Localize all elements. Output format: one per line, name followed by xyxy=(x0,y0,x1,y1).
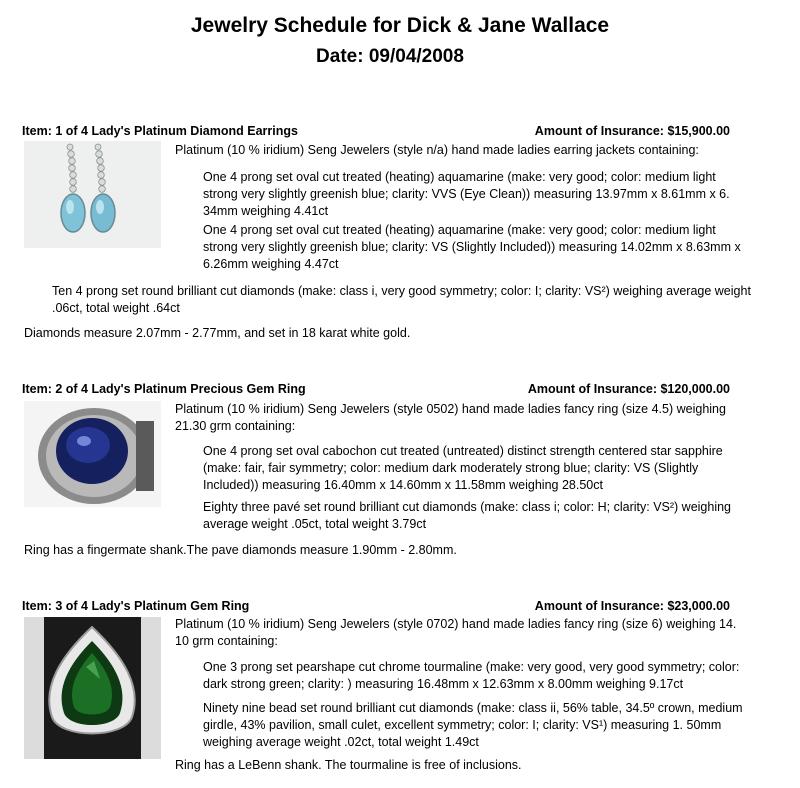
tourmaline-ring-photo xyxy=(24,617,161,759)
item-2-stone-1: One 4 prong set oval cabochon cut treated (untreated) distinct strength centered star sapphire (make: fair, fair symmetry; color: medium dark moderately strong blue; clarity: VS (Slightly Included)) measuring 16.40mm x 14.60mm x 11.58mm weighing 28.50ct xyxy=(203,444,723,492)
item-1-stone-1: One 4 prong set oval cut treated (heating) aquamarine (make: very good; color: medium light strong very slightly greenish blue; clarity: VVS (Eye Clean)) measuring 13.97mm x 8.61mm x 6. 34mm weighing 4.41ct xyxy=(203,170,730,218)
item-3-heading: Item: 3 of 4 Lady's Platinum Gem Ring xyxy=(22,599,250,613)
item-3-stone-2: Ninety nine bead set round brilliant cut diamonds (make: class ii, 56% table, 34.5º crown, medium girdle, 43% pavilion, small culet, excellent symmetry; color: I; clarity: VS¹) measuring 1. 50mm weighing average weight .02ct, total weight 1.49ct xyxy=(203,701,743,749)
item-1-intro: Platinum (10 % iridium) Seng Jewelers (style n/a) hand made ladies earring jackets containing: xyxy=(175,143,699,157)
item-1-note: Diamonds measure 2.07mm - 2.77mm, and set in 18 karat white gold. xyxy=(24,326,411,340)
sapphire-ring-photo xyxy=(24,401,161,507)
item-1-heading: Item: 1 of 4 Lady's Platinum Diamond Earrings xyxy=(22,124,298,138)
item-3-intro: Platinum (10 % iridium) Seng Jewelers (style 0702) hand made ladies fancy ring (size 6) weighing 14. 10 grm containing: xyxy=(175,617,737,648)
item-2-header xyxy=(22,382,730,396)
item-2-heading: Item: 2 of 4 Lady's Platinum Precious Gem Ring xyxy=(22,382,306,396)
item-3-header xyxy=(22,599,730,613)
item-1-diamonds: Ten 4 prong set round brilliant cut diamonds (make: class i, very good symmetry; color: I; clarity: VS²) weighing average weight .06ct, total weight .64ct xyxy=(52,284,751,315)
item-3-insurance: Amount of Insurance: $23,000.00 xyxy=(534,599,730,613)
item-1-insurance: Amount of Insurance: $15,900.00 xyxy=(534,124,730,138)
item-2-note: Ring has a fingermate shank.The pave diamonds measure 1.90mm - 2.80mm. xyxy=(24,543,457,557)
document-date: Date: 09/04/2008 xyxy=(316,46,464,67)
item-2-insurance: Amount of Insurance: $120,000.00 xyxy=(527,382,730,396)
item-2-stone-2: Eighty three pavé set round brilliant cut diamonds (make: class i; color: H; clarity: VS²) weighing average weight .05ct, total weight 3.79ct xyxy=(203,500,732,531)
item-3-stone-1: One 3 prong set pearshape cut chrome tourmaline (make: very good, very good symmetry; color: dark strong green; clarity: ) measuring 16.48mm x 12.63mm x 8.00mm weighing 9.17ct xyxy=(203,660,740,691)
document-title: Jewelry Schedule for Dick & Jane Wallace xyxy=(190,14,610,37)
item-1-header xyxy=(22,124,730,138)
item-1-stone-2: One 4 prong set oval cut treated (heating) aquamarine (make: very good; color: medium light strong very slightly greenish blue; clarity: VS (Slightly Included)) measuring 14.02mm x 8.63mm x 6.26mm weighing 4.47ct xyxy=(203,223,741,271)
earrings-photo xyxy=(24,141,161,248)
item-2-intro: Platinum (10 % iridium) Seng Jewelers (style 0502) hand made ladies fancy ring (size 4.5) weighing 21.30 grm containing: xyxy=(175,402,726,433)
item-3-note: Ring has a LeBenn shank. The tourmaline is free of inclusions. xyxy=(175,758,522,772)
